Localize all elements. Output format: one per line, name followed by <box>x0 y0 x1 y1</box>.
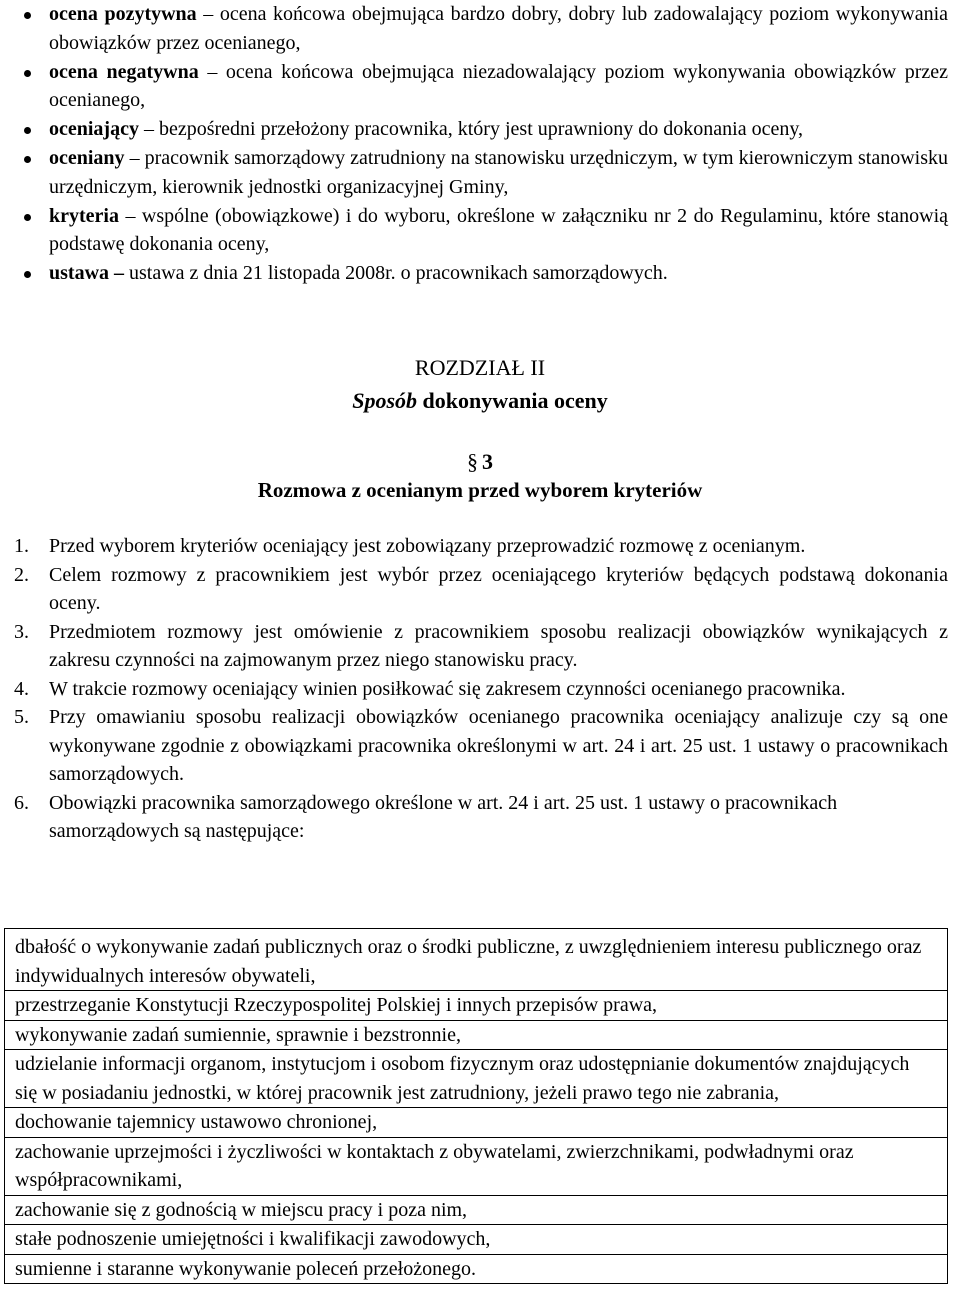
paragraph-text: Przed wyborem kryteriów oceniający jest zobowiązany przeprowadzić rozmowę z ocenianym. <box>49 535 806 557</box>
definition-dash: – <box>125 204 136 227</box>
paragraph-number: 1. <box>14 535 29 557</box>
duty-cell: sumienne i staranne wykonywanie poleceń przełożonego. <box>5 1254 948 1284</box>
duty-cell: zachowanie uprzejmości i życzliwości w kontaktach z obywatelami, zwierzchnikami, podwładnymi oraz współpracownikami, <box>5 1137 948 1195</box>
bullet-icon <box>24 70 31 77</box>
chapter-number: ROZDZIAŁ II <box>414 355 546 380</box>
duty-cell: zachowanie się z godnością w miejscu pracy i poza nim, <box>5 1195 948 1225</box>
paragraph-text: Celem rozmowy z pracownikiem jest wybór przez oceniającego kryteriów będących podstawą dokonania oceny. <box>49 563 948 614</box>
duty-cell: udzielanie informacji organom, instytucjom i osobom fizycznym oraz udostępnianie dokumentów znajdujących się w posiadaniu jednostki, w której pracownik jest zatrudniony, jeżeli prawo tego nie zabrania, <box>5 1050 948 1108</box>
paragraph-text: Przy omawianiu sposobu realizacji obowiązków ocenianego pracownika oceniający analizuje czy są one wykonywane zgodnie z obowiązkami pracownika określonymi w art. 24 i art. 25 ust. 1 ustawy o pracownikach samorządowych. <box>49 706 948 785</box>
definition-item <box>0 58 960 116</box>
paragraph-text: Obowiązki pracownika samorządowego określone w art. 24 i art. 25 ust. 1 ustawy o pracownikach samorządowych są następujące: <box>49 791 838 842</box>
paragraph-number: 2. <box>14 563 29 586</box>
duty-cell: przestrzeganie Konstytucji Rzeczypospolitej Polskiej i innych przepisów prawa, <box>5 991 948 1021</box>
definition-term: oceniający <box>49 118 139 141</box>
bullet-icon <box>24 12 31 19</box>
definition-term: oceniany <box>49 146 125 169</box>
definition-term: kryteria <box>49 204 119 227</box>
paragraph-number: 4. <box>14 677 29 700</box>
numbered-paragraph <box>0 789 960 846</box>
definition-text: ocena końcowa obejmująca niezadowalający poziom wykonywania obowiązków przez ocenianego, <box>49 60 949 112</box>
table-row <box>5 1020 948 1050</box>
definition-text: pracownik samorządowy zatrudniony na stanowisku urzędniczym, w tym kierowniczym stanowisku urzędniczym, kierownik jednostki organizacyjnej Gminy, <box>49 146 949 198</box>
bullet-icon <box>24 271 31 278</box>
table-row <box>5 1225 948 1255</box>
duty-cell: dochowanie tajemnicy ustawowo chronionej, <box>5 1108 948 1138</box>
table-row <box>5 991 948 1021</box>
definitions-list <box>0 0 960 288</box>
duty-cell: dbałość o wykonywanie zadań publicznych oraz o środki publiczne, z uwzględnieniem interesu publicznego oraz indywidualnych interesów obywateli, <box>5 929 948 991</box>
paragraph-number: 6. <box>14 791 29 814</box>
duties-table <box>4 928 948 1284</box>
table-row <box>5 1050 948 1108</box>
numbered-paragraph <box>0 675 960 704</box>
duty-cell: wykonywanie zadań sumiennie, sprawnie i bezstronnie, <box>5 1020 948 1050</box>
numbered-paragraph <box>0 618 960 675</box>
definition-item <box>0 0 960 58</box>
definition-dash: – <box>203 3 214 25</box>
table-row <box>5 1254 948 1284</box>
chapter-title-rest: dokonywania oceny <box>422 388 608 413</box>
definition-item <box>0 115 960 144</box>
definition-text: ocena końcowa obejmująca bardzo dobry, dobry lub zadowalający poziom wykonywania obowiązków przez ocenianego, <box>49 3 949 54</box>
bullet-icon <box>24 156 31 163</box>
section-symbol: § <box>467 449 478 474</box>
definition-item <box>0 144 960 202</box>
definition-dash: – <box>129 146 140 169</box>
definition-term: ocena pozytywna <box>49 3 197 25</box>
bullet-icon <box>24 214 31 221</box>
table-row <box>5 1108 948 1138</box>
bullet-icon <box>24 127 31 134</box>
chapter-title-italic: Sposób <box>352 388 418 413</box>
chapter-title <box>0 384 960 418</box>
numbered-paragraph <box>0 532 960 561</box>
paragraph-text: W trakcie rozmowy oceniający winien posiłkować się zakresem czynności ocenianego pracownika. <box>49 677 846 700</box>
numbered-paragraph <box>0 703 960 789</box>
definition-item <box>0 259 960 288</box>
table-row <box>5 1195 948 1225</box>
definition-text: bezpośredni przełożony pracownika, który jest uprawniony do dokonania oceny, <box>158 118 804 141</box>
table-row <box>5 1137 948 1195</box>
paragraph-text: Przedmiotem rozmowy jest omówienie z pracownikiem sposobu realizacji obowiązków wynikających z zakresu czynności na zajmowanym przez niego stanowisku pracy. <box>49 620 948 671</box>
definition-term: ustawa <box>49 262 110 285</box>
definition-text: wspólne (obowiązkowe) i do wyboru, określone w załączniku nr 2 do Regulaminu, które stanowią podstawę dokonania oceny, <box>49 204 948 256</box>
duty-cell: stałe podnoszenie umiejętności i kwalifikacji zawodowych, <box>5 1225 948 1255</box>
numbered-paragraphs <box>0 532 960 846</box>
paragraph-number: 5. <box>14 706 29 728</box>
table-row <box>5 929 948 991</box>
definition-dash: – <box>143 118 154 141</box>
section-title: Rozmowa z ocenianym przed wyborem kryteriów <box>257 478 703 502</box>
numbered-paragraph <box>0 561 960 618</box>
definition-term: ocena negatywna <box>49 60 199 83</box>
definition-item <box>0 202 960 260</box>
definition-text: ustawa z dnia 21 listopada 2008r. o pracownikach samorządowych. <box>129 262 668 285</box>
section-number <box>0 447 960 477</box>
definition-dash: – <box>114 262 125 285</box>
section-number-value: 3 <box>482 449 493 474</box>
paragraph-number: 3. <box>14 620 29 643</box>
definition-dash: – <box>207 60 218 83</box>
